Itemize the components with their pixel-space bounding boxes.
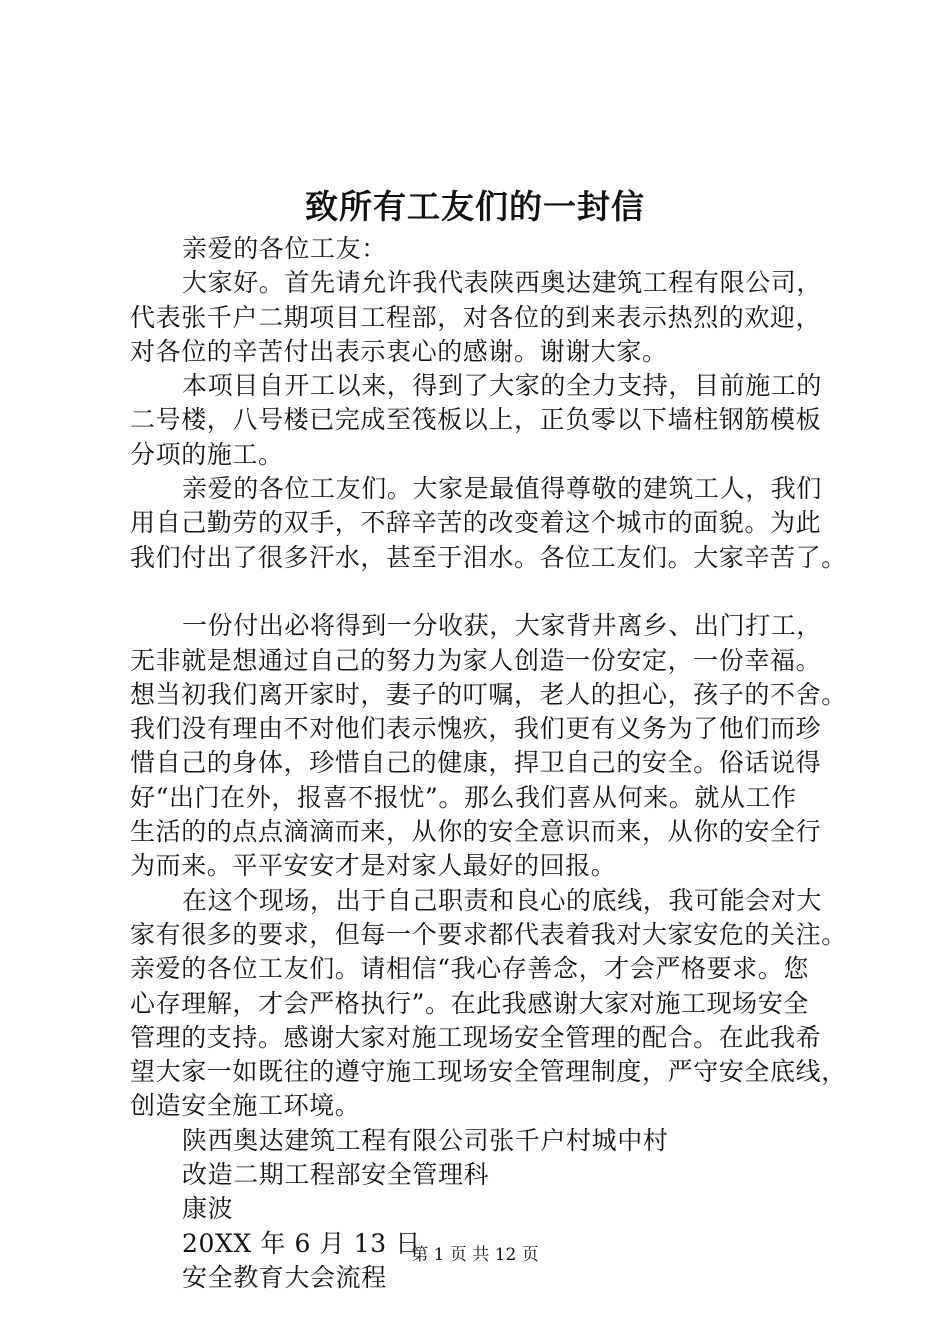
- text-line: 为而来。平平安安才是对家人最好的回报。: [130, 851, 617, 881]
- paragraph-4: [130, 609, 852, 883]
- text-line: 我们没有理由不对他们表示愧疚，我们更有义务为了他们而珍: [130, 714, 822, 744]
- text-line: 管理的支持。感谢大家对施工现场安全管理的配合。在此我希: [130, 1022, 822, 1052]
- text-line: 创造安全施工环境。: [130, 1091, 361, 1121]
- paragraph-2: [130, 369, 852, 472]
- text-line: 二号楼，八号楼已完成至筏板以上，正负零以下墙柱钢筋模板: [130, 405, 822, 435]
- signature-block: [130, 1124, 852, 1261]
- text-line: 代表张千户二期项目工程部，对各位的到来表示热烈的欢迎，: [130, 302, 822, 332]
- text-line: 家有很多的要求，但每一个要求都代表着我对大家安危的关注。: [130, 919, 847, 949]
- text-line: 望大家一如既往的遵守施工现场安全管理制度，严守安全底线，: [130, 1057, 847, 1087]
- text-line: 想当初我们离开家时，妻子的叮嘱，老人的担心，孩子的不舍。: [130, 679, 847, 709]
- text-line: 亲爱的各位工友们。大家是最值得尊敬的建筑工人，我们: [182, 474, 823, 504]
- page-footer: 第 1 页 共 12 页: [411, 1245, 539, 1265]
- signature-date: 20XX 年 6 月 13 日: [182, 1228, 421, 1258]
- paragraph-3: [130, 472, 852, 575]
- text-line: 亲爱的各位工友们。请相信“我心存善念，才会严格要求。您: [130, 954, 809, 984]
- text-line: 大家好。首先请允许我代表陕西奥达建筑工程有限公司，: [182, 268, 823, 298]
- text-line: 无非就是想通过自己的努力为家人创造一份安定，一份幸福。: [130, 645, 822, 675]
- paragraph-5: [130, 884, 852, 1124]
- text-line: 在这个现场，出于自己职责和良心的底线，我可能会对大: [182, 885, 823, 915]
- text-line: 生活的的点点滴滴而来，从你的安全意识而来，从你的安全行: [130, 817, 822, 847]
- page-title: 致所有工友们的一封信: [305, 187, 645, 226]
- letter-body: [130, 232, 852, 1295]
- text-line: 用自己勤劳的双手，不辞辛苦的改变着这个城市的面貌。为此: [130, 508, 822, 538]
- text-line: 对各位的辛苦付出表示衷心的感谢。谢谢大家。: [130, 336, 668, 366]
- greeting: 亲爱的各位工友：: [182, 234, 387, 263]
- next-section-heading: 安全教育大会流程: [182, 1262, 387, 1292]
- signature-org-line-1: 陕西奥达建筑工程有限公司张千户村城中村: [182, 1125, 669, 1155]
- signature-name: 康波: [182, 1194, 234, 1224]
- text-line: 惜自己的身体，珍惜自己的健康，捍卫自己的安全。俗话说得: [130, 748, 822, 778]
- text-line: 我们付出了很多汗水，甚至于泪水。各位工友们。大家辛苦了。: [130, 542, 847, 572]
- text-line: 心存理解，才会严格执行”。在此我感谢大家对施工现场安全: [130, 988, 809, 1018]
- text-line: 好“出门在外，报喜不报忧”。那么我们喜从何来。就从工作: [130, 782, 797, 812]
- text-line: 分项的施工。: [130, 439, 284, 469]
- paragraph-gap: [130, 575, 852, 609]
- text-line: 本项目自开工以来，得到了大家的全力支持，目前施工的: [182, 371, 823, 401]
- paragraph-1: [130, 266, 852, 369]
- signature-org-line-2: 改造二期工程部安全管理科: [182, 1160, 490, 1190]
- text-line: 一份付出必将得到一分收获，大家背井离乡、出门打工，: [182, 611, 823, 641]
